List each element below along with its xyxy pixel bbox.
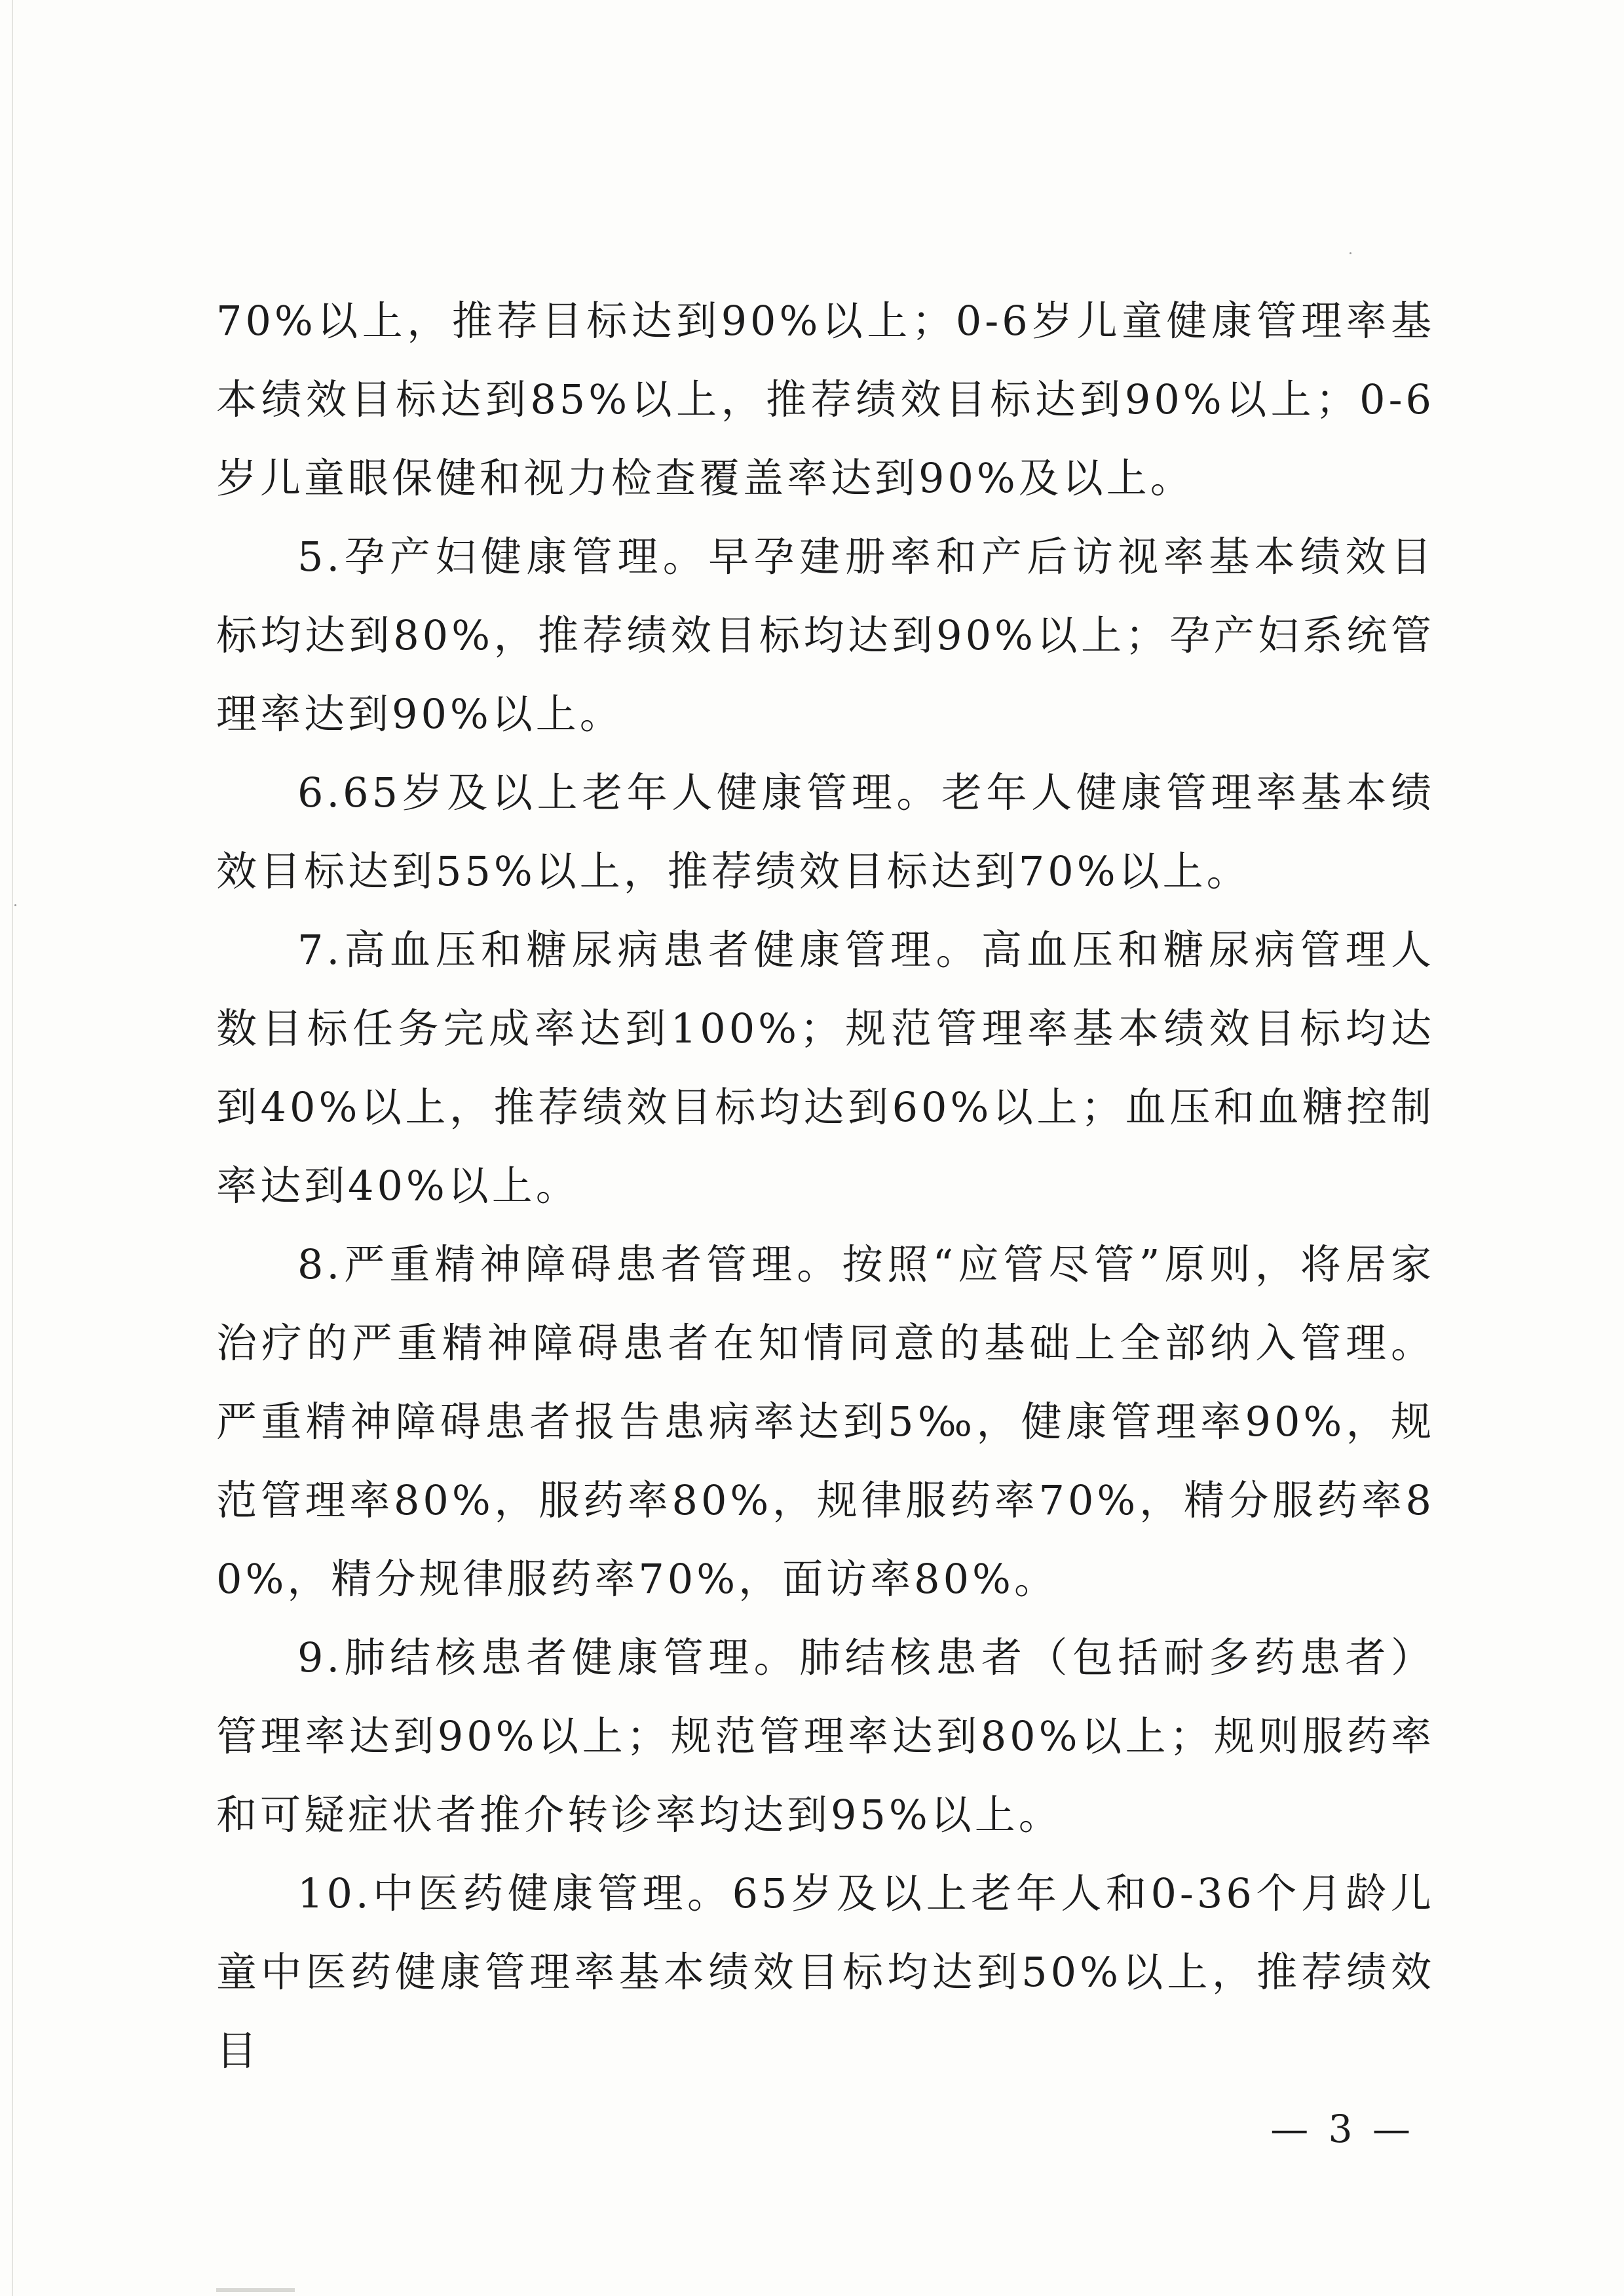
paragraph-item-8: 8.严重精神障碍患者管理。按照“应管尽管”原则，将居家治疗的严重精神障碍患者在知情同意的基础上全部纳入管理。严重精神障碍患者报告患病率达到5‰，健康管理率90%，规范管理率80%，服药率80%，规律服药率70%，精分服药率80%，精分规律服药率70%，面访率80%。 — [216, 1240, 1435, 1603]
scan-bottom-mark — [216, 2288, 295, 2292]
paragraph-item-6: 6.65岁及以上老年人健康管理。老年人健康管理率基本绩效目标达到55%以上，推荐绩效目标达到70%以上。 — [216, 769, 1435, 895]
document-body — [216, 282, 1435, 2090]
paragraph-item-7: 7.高血压和糖尿病患者健康管理。高血压和糖尿病管理人数目标任务完成率达到100%；规范管理率基本绩效目标均达到40%以上，推荐绩效目标均达到60%以上；血压和血糖控制率达到40%以上。 — [216, 926, 1435, 1210]
paragraph-continuation: 70%以上，推荐目标达到90%以上；0-6岁儿童健康管理率基本绩效目标达到85%以上，推荐绩效目标达到90%以上；0-6岁儿童眼保健和视力检查覆盖率达到90%及以上。 — [216, 297, 1435, 502]
scan-speck — [14, 904, 16, 906]
paragraph-item-5: 5.孕产妇健康管理。早孕建册率和产后访视率基本绩效目标均达到80%，推荐绩效目标均达到90%以上；孕产妇系统管理率达到90%以上。 — [216, 533, 1435, 738]
paragraph-item-9: 9.肺结核患者健康管理。肺结核患者（包括耐多药患者）管理率达到90%以上；规范管理率达到80%以上；规则服药率和可疑症状者推介转诊率均达到95%以上。 — [216, 1634, 1435, 1839]
scan-speck — [1350, 252, 1351, 254]
paragraph-item-10: 10.中医药健康管理。65岁及以上老年人和0-36个月龄儿童中医药健康管理率基本绩效目标均达到50%以上，推荐绩效目 — [216, 1869, 1435, 2075]
scan-edge-line — [12, 0, 13, 2296]
page-number: — 3 — — [1270, 2107, 1414, 2151]
